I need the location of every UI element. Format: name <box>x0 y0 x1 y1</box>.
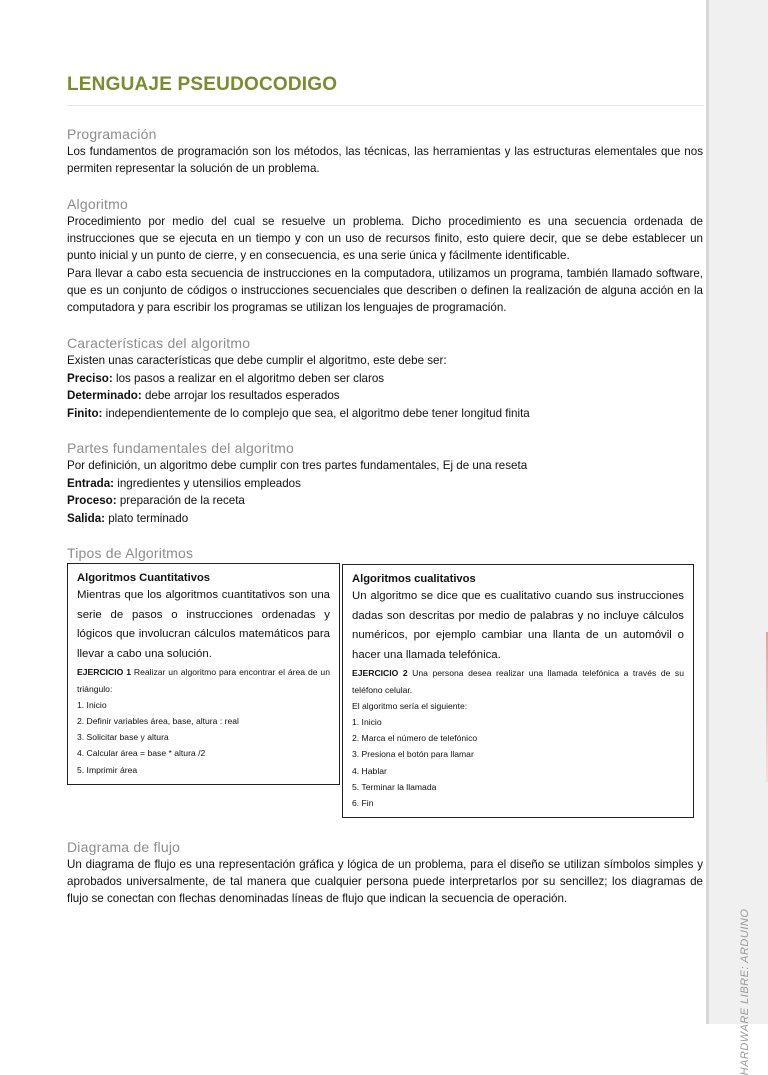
side-label-text: HARDWARE LIBRE: ARDUINO <box>739 908 751 1075</box>
list-item <box>67 475 703 493</box>
section-diagrama <box>67 838 703 908</box>
box-cualitativos <box>342 564 694 818</box>
exercise-statement <box>352 665 684 697</box>
section-intro: Existen unas características que debe cumplir el algoritmo, este debe ser: <box>67 354 447 367</box>
item-term: Preciso: <box>67 371 113 385</box>
section-heading: Partes fundamentales del algoritmo <box>67 440 295 456</box>
box-text: Mientras que los algoritmos cuantitativos son una serie de pasos o instrucciones ordenadas y lógicos que involucran cálculos matemáticos para llevar a cabo una solución. <box>77 589 330 660</box>
exercise-step: 2. Definir variables área, base, altura : real <box>77 715 239 726</box>
exercise-text: Realizar un algoritmo para encontrar el área de un triángulo: <box>77 667 330 694</box>
item-desc: plato terminado <box>105 511 189 525</box>
section-partes <box>67 439 703 527</box>
list-item <box>67 370 703 388</box>
list-item <box>67 492 703 510</box>
section-algoritmo <box>67 195 703 316</box>
title-divider <box>67 105 704 106</box>
exercise-step: 3. Presiona el botón para llamar <box>352 749 474 760</box>
item-term: Salida: <box>67 511 106 525</box>
side-margin-strip <box>706 0 768 1024</box>
section-paragraph-2: Para llevar a cabo esta secuencia de instrucciones en la computadora, utilizamos un programa, también llamado software, que es un conjunto de códigos o instrucciones secuenciales que describen o definen la realización de alguna acción en la computadora y para escribir los programas se utilizan los lenguajes de programación. <box>67 266 703 315</box>
exercise-step: 4. Hablar <box>352 765 387 776</box>
item-term: Proceso: <box>67 494 117 508</box>
exercise-step: 5. Terminar la llamada <box>352 781 437 792</box>
exercise-step: 6. Fin <box>352 798 374 808</box>
item-term: Determinado: <box>67 389 142 403</box>
section-heading: Tipos de Algoritmos <box>67 545 194 561</box>
exercise-step: 3. Solicitar base y altura <box>77 732 169 743</box>
exercise-label: EJERCICIO 1 <box>77 667 131 678</box>
section-caracteristicas <box>67 334 703 422</box>
list-item <box>67 387 703 405</box>
exercise-step: 4. Calcular área = base * altura /2 <box>77 748 206 759</box>
item-desc: independientemente de lo complejo que sea, el algoritmo debe tener longitud finita <box>102 406 530 420</box>
box-text: Un algoritmo se dice que es cualitativo cuando sus instrucciones dadas son descritas por medio de palabras y no incluye cálculos numéricos, por ejemplo cambiar una llanta de un automóvil o hacer una llamada telefónica. <box>352 590 684 661</box>
section-heading: Algoritmo <box>67 196 128 212</box>
exercise-step: 5. Imprimir área <box>77 764 138 775</box>
exercise-step: 1. Inicio <box>352 716 382 727</box>
exercise-step: 1. Inicio <box>77 699 107 710</box>
exercise-step: 2. Marca el número de telefónico <box>352 733 478 744</box>
list-item <box>67 405 703 423</box>
box-cuantitativos <box>67 563 340 785</box>
item-desc: ingredientes y utensilios empleados <box>114 476 301 490</box>
item-desc: los pasos a realizar en el algoritmo deben ser claros <box>112 371 385 385</box>
exercise-statement <box>77 664 330 696</box>
exercise-label: EJERCICIO 2 <box>352 668 408 679</box>
item-desc: debe arrojar los resultados esperados <box>141 389 340 403</box>
section-intro: Por definición, un algoritmo debe cumplir con tres partes fundamentales, Ej de una reseta <box>67 459 528 472</box>
item-term: Finito: <box>67 406 103 420</box>
section-heading: Programación <box>67 126 157 142</box>
box-title: Algoritmos Cuantitativos <box>77 572 211 584</box>
side-label <box>735 909 753 1075</box>
box-title: Algoritmos cualitativos <box>352 573 476 585</box>
list-item <box>67 510 703 528</box>
item-desc: preparación de la receta <box>116 494 245 508</box>
exercise-intro: El algoritmo sería el siguiente: <box>352 700 468 711</box>
section-heading: Características del algoritmo <box>67 335 251 351</box>
item-term: Entrada: <box>67 476 115 490</box>
page-title: LENGUAJE PSEUDOCODIGO <box>67 74 338 95</box>
section-text: Los fundamentos de programación son los métodos, las técnicas, las herramientas y las estructuras elementales que nos permiten representar la solución de un problema. <box>67 145 703 176</box>
section-tipos <box>67 544 703 562</box>
section-text: Un diagrama de flujo es una representación gráfica y lógica de un problema, para el diseño se utilizan símbolos simples y aprobados universalmente, de tal manera que cualquier persona puede interpretarlos por su sencillez; los diagramas de flujo se conectan con flechas denominadas líneas de flujo que indican la secuencia de operación. <box>67 858 703 906</box>
section-heading: Diagrama de flujo <box>67 839 181 855</box>
exercise-text: Una persona desea realizar una llamada telefónica a través de su teléfono celular. <box>352 668 684 695</box>
section-programacion <box>67 125 703 177</box>
section-paragraph-1: Procedimiento por medio del cual se resuelve un problema. Dicho procedimiento es una secuencia ordenada de instrucciones que se ejecuta en un tiempo y con un uso de recursos finito, esto quiere decir, que se debe establecer un punto inicial y un punto de cierre, y en consecuencia, es una serie única y fácilmente identificable. <box>67 215 703 263</box>
